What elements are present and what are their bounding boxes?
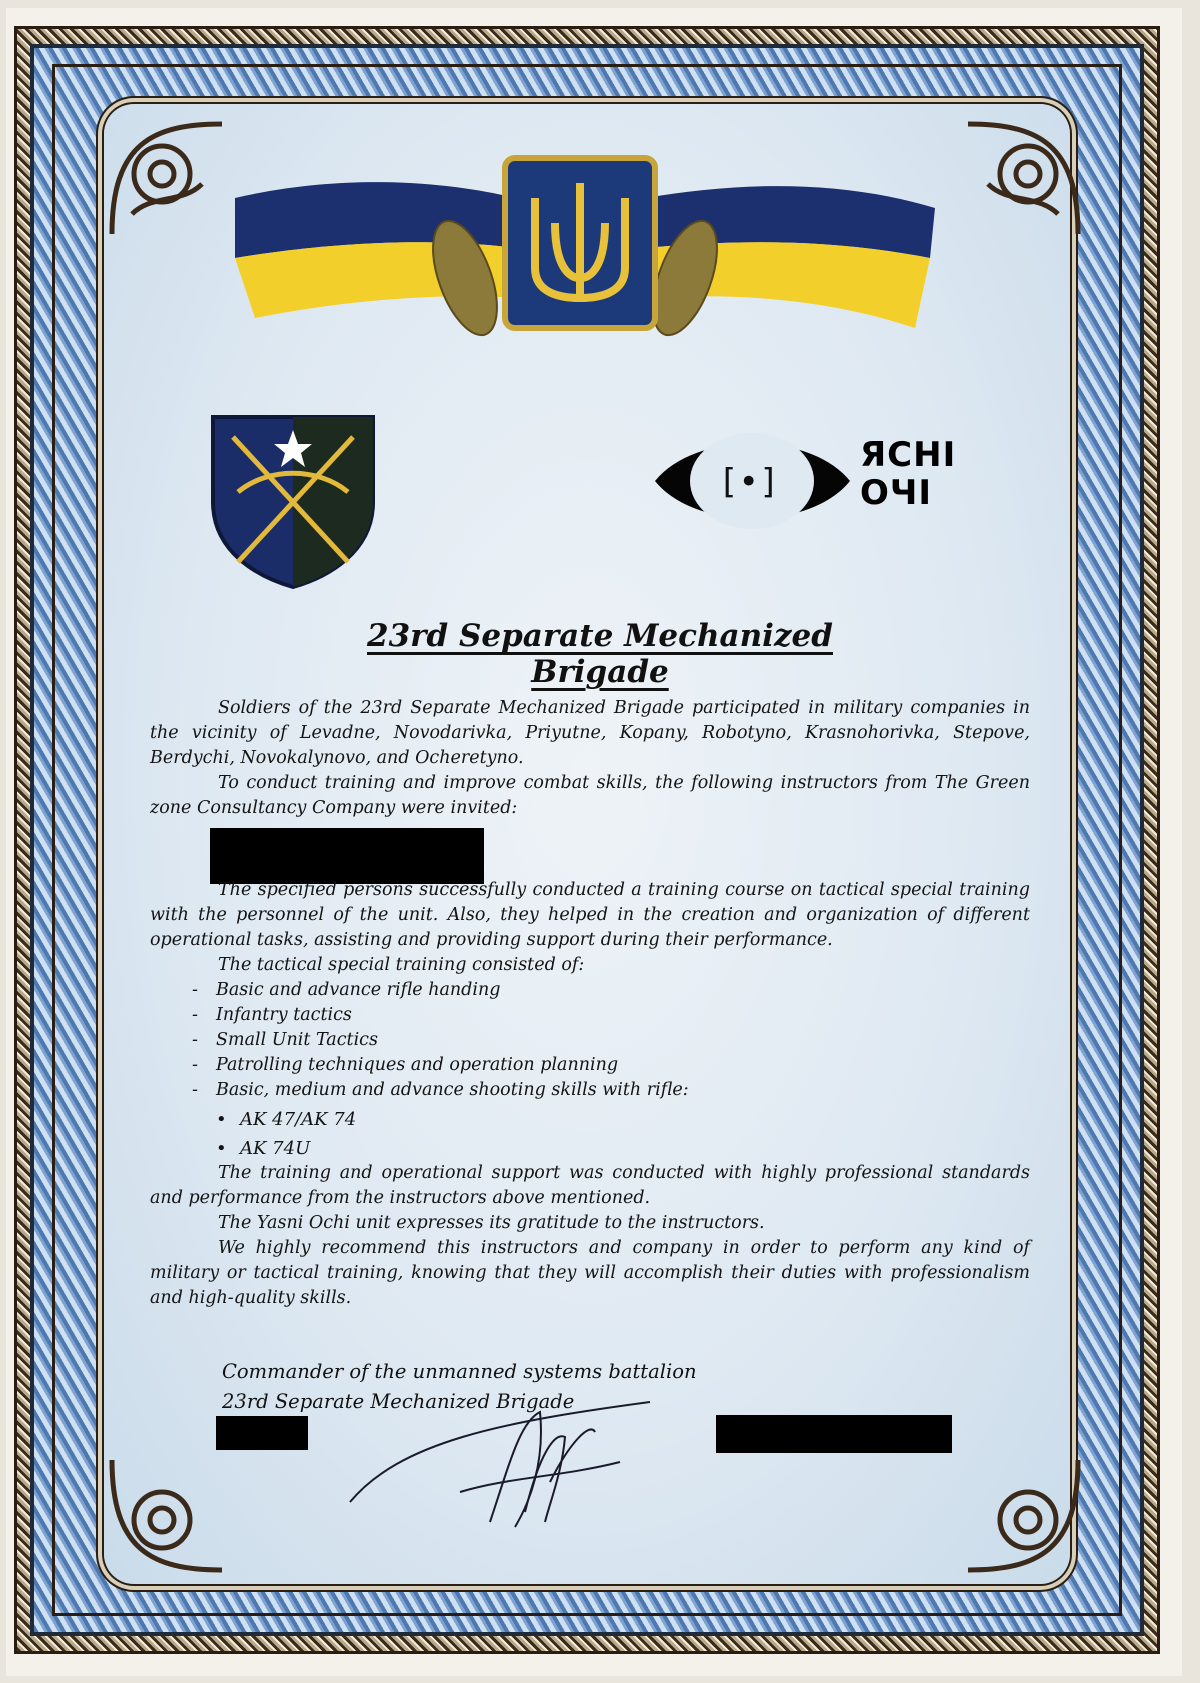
- paragraph-training-conducted: The specified persons successfully conducted a training course on tactical special training with the personnel of the unit. Also, they helped in the creation and organization of different operational tasks, assisting and providing support during their performance.: [150, 880, 1030, 950]
- corner-ornament-bottom-right: [948, 1440, 1098, 1590]
- rifle-item: • AK 74U: [240, 1136, 1030, 1161]
- corner-ornament-bottom-left: [92, 1440, 242, 1590]
- paragraph-campaigns: Soldiers of the 23rd Separate Mechanized Brigade participated in military companies in the vicinity of Levadne, Novodarivka, Priyutne, Kopany, Robotyno, Krasnohorivka, Stepove, Berdychi, Novokalynovo, and Ocheretyno.: [150, 698, 1030, 768]
- corner-ornament-top-right: [948, 104, 1098, 254]
- redacted-names-block: [210, 828, 484, 884]
- rifle-item: • AK 47/AK 74: [240, 1107, 1030, 1132]
- paragraph-recommendation: We highly recommend this instructors and company in order to perform any kind of military or tactical training, knowing that they will accomplish their duties with professionalism and high-quality skills.: [150, 1238, 1030, 1308]
- logo-text-line1: ЯСНІ: [860, 435, 957, 475]
- logo-inner-symbol: [•]: [718, 462, 780, 502]
- body-text-middle: [150, 878, 1030, 1311]
- paragraph-instructors-invited: To conduct training and improve combat skills, the following instructors from The Green zone Consultancy Company were invited:: [150, 773, 1030, 818]
- training-item: - Small Unit Tactics: [216, 1028, 1030, 1053]
- training-item: - Infantry tactics: [216, 1003, 1030, 1028]
- paragraph-support-standards: The training and operational support was conducted with highly professional standards and performance from the instructors above mentioned.: [150, 1163, 1030, 1208]
- logo-text: [860, 436, 956, 512]
- training-item: - Basic and advance rifle handing: [216, 978, 1030, 1003]
- redacted-rank: [216, 1416, 308, 1450]
- handwritten-signature: [340, 1382, 660, 1532]
- redacted-commander-name: [716, 1415, 952, 1453]
- signature-line1: Commander of the unmanned systems battalion: [222, 1360, 697, 1383]
- body-text-top: [150, 696, 1030, 821]
- training-item: - Patrolling techniques and operation planning: [216, 1053, 1030, 1078]
- paragraph-gratitude: The Yasni Ochi unit expresses its gratitude to the instructors.: [218, 1213, 765, 1233]
- signature-line2: 23rd Separate Mechanized Brigade: [222, 1390, 575, 1413]
- ukrainian-flag-ribbon: [215, 128, 945, 378]
- document-title: 23rd Separate Mechanized Brigade: [367, 618, 833, 690]
- paragraph-training-consisted: The tactical special training consisted of:: [218, 955, 585, 975]
- brigade-shield-emblem: [208, 412, 378, 592]
- logo-text-line2: ОЧІ: [860, 473, 933, 513]
- training-item: - Basic, medium and advance shooting skills with rifle:: [216, 1078, 1030, 1103]
